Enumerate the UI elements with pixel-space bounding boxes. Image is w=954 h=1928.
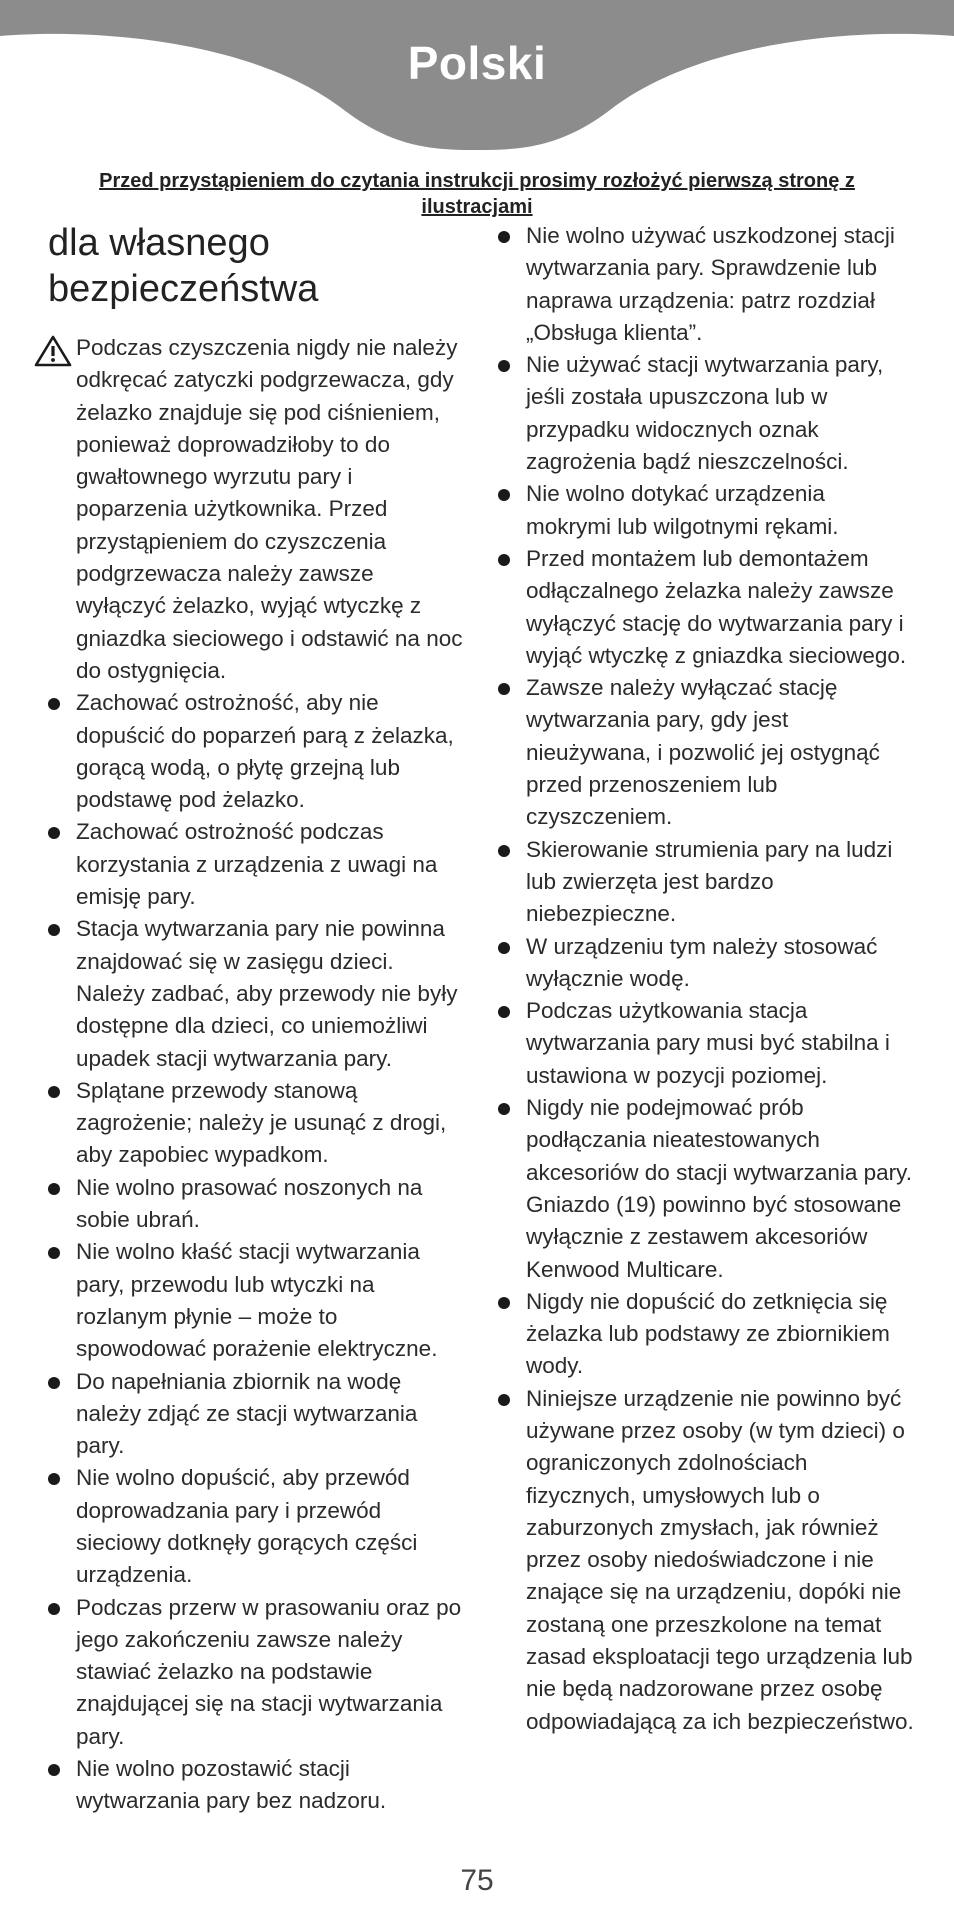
safety-item-text: Podczas czyszczenia nigdy nie należy odkręcać zatyczki podgrzewacza, gdy żelazko znajduje się pod ciśnieniem, ponieważ doprowadziłoby to do gwałtownego wyrzutu pary i poparzenia użytkownika. Przed przystąpieniem do czyszczenia podgrzewacza należy zawsze wyłączyć żelazko, wyjąć wtyczkę z gniazdka sieciowego i odstawić na noc do ostygnięcia. [76, 335, 463, 683]
left-column [46, 220, 466, 1818]
safety-item-text: Splątane przewody stanową zagrożenie; należy je usunąć z drogi, aby zapobiec wypadkom. [76, 1077, 447, 1168]
safety-item [46, 1462, 466, 1591]
safety-item-text: Zachować ostrożność, aby nie dopuścić do poparzeń parą z żelazka, gorącą wodą, o płytę grzejną lub podstawę pod żelazko. [76, 690, 454, 813]
safety-item-text: Nie wolno prasować noszonych na sobie ubrań. [76, 1174, 423, 1233]
safety-list-left [46, 332, 466, 1818]
safety-item [496, 478, 916, 543]
instruction-note: Przed przystąpieniem do czytania instrukcji prosimy rozłożyć pierwszą stronę z ilustracjami [99, 170, 855, 218]
bullet-icon [498, 360, 510, 372]
safety-item-text: Nigdy nie podejmować prób podłączania nieatestowanych akcesoriów do stacji wytwarzania pary. Gniazdo (19) powinno być stosowane wyłącznie z zestawem akcesoriów Kenwood Multicare. [526, 1095, 912, 1282]
bullet-icon [498, 489, 510, 501]
safety-item-text: Podczas przerw w prasowaniu oraz po jego zakończeniu zawsze należy stawiać żelazko na podstawie znajdującej się na stacji wytwarzania pary. [76, 1594, 462, 1749]
safety-item-text: Przed montażem lub demontażem odłączalnego żelazka należy zawsze wyłączyć stację do wytwarzania pary i wyjąć wtyczkę z gniazdka sieciowego. [526, 545, 907, 668]
safety-item [46, 913, 466, 1074]
safety-item [46, 1366, 466, 1463]
safety-item-text: Zachować ostrożność podczas korzystania z urządzenia z uwagi na emisję pary. [76, 819, 438, 910]
bullet-icon [48, 1764, 60, 1776]
safety-item [496, 672, 916, 833]
bullet-icon [498, 845, 510, 857]
safety-item-text: Skierowanie strumienia pary na ludzi lub zwierzęta jest bardzo niebezpieczne. [526, 836, 893, 927]
safety-item [496, 1383, 916, 1738]
bullet-icon [498, 942, 510, 954]
safety-item [46, 1172, 466, 1237]
safety-item [46, 1592, 466, 1753]
bullet-icon [48, 924, 60, 936]
safety-item [496, 349, 916, 478]
safety-list-right [496, 220, 916, 1738]
bullet-icon [48, 827, 60, 839]
safety-item-text: Niniejsze urządzenie nie powinno być używane przez osoby (w tym dzieci) o ograniczonych zdolnościach fizycznych, umysłowych lub o zaburzonych zmysłach, jak również przez osoby niedoświadczone i nie znające się na urządzeniu, dopóki nie zostaną one przeszkolone na temat zasad eksploatacji tego urządzenia lub nie będą nadzorowane przez osobę odpowiadającą za ich bezpieczeństwo. [526, 1385, 914, 1734]
safety-item [46, 332, 466, 687]
safety-item [496, 1092, 916, 1286]
bullet-icon [498, 1006, 510, 1018]
page-title: Polski [407, 37, 547, 89]
safety-item-text: Do napełniania zbiornik na wodę należy zdjąć ze stacji wytwarzania pary. [76, 1368, 418, 1459]
safety-item [46, 1753, 466, 1818]
page-number: 75 [460, 1864, 494, 1897]
bullet-icon [498, 554, 510, 566]
warning-triangle-icon [34, 335, 72, 367]
safety-item [46, 687, 466, 816]
safety-item [496, 543, 916, 672]
safety-item-text: Nie wolno kłaść stacji wytwarzania pary, przewodu lub wtyczki na rozlanym płynie – może to spowodować porażenie elektryczne. [76, 1239, 438, 1362]
safety-item-text: Podczas użytkowania stacja wytwarzania pary musi być stabilna i ustawiona w pozycji poziomej. [526, 998, 890, 1088]
bullet-icon [498, 231, 510, 243]
safety-item [46, 1075, 466, 1172]
bullet-icon [48, 1183, 60, 1195]
bullet-icon [498, 683, 510, 695]
safety-item-text: Nie wolno dotykać urządzenia mokrymi lub wilgotnymi rękami. [526, 481, 839, 539]
safety-item-text: Nigdy nie dopuścić do zetknięcia się żelazka lub podstawy ze zbiornikiem wody. [526, 1288, 890, 1379]
bullet-icon [48, 698, 60, 710]
right-column [496, 220, 916, 1738]
bullet-icon [48, 1086, 60, 1098]
safety-item-text: W urządzeniu tym należy stosować wyłącznie wodę. [526, 933, 878, 991]
safety-item [496, 931, 916, 996]
safety-item-text: Nie wolno pozostawić stacji wytwarzania pary bez nadzoru. [76, 1756, 387, 1814]
safety-item [46, 1236, 466, 1365]
bullet-icon [48, 1603, 60, 1615]
bullet-icon [48, 1377, 60, 1389]
safety-item [496, 995, 916, 1092]
bullet-icon [498, 1394, 510, 1406]
section-heading: dla własnego bezpieczeństwa [48, 222, 319, 310]
bullet-icon [48, 1473, 60, 1485]
safety-item [46, 816, 466, 913]
safety-item [496, 834, 916, 931]
safety-item-text: Nie używać stacji wytwarzania pary, jeśli została upuszczona lub w przypadku widocznych oznak zagrożenia bądź nieszczelności. [526, 352, 884, 475]
bullet-icon [498, 1103, 510, 1115]
safety-item-text: Zawsze należy wyłączać stację wytwarzania pary, gdy jest nieużywana, i pozwolić jej ostygnąć przed przenoszeniem lub czyszczeniem. [526, 675, 880, 830]
bullet-icon [498, 1297, 510, 1309]
safety-item [496, 1286, 916, 1383]
safety-item-text: Nie wolno dopuścić, aby przewód doprowadzania pary i przewód sieciowy dotknęły gorących części urządzenia. [76, 1465, 418, 1588]
safety-item [496, 220, 916, 349]
safety-item-text: Nie wolno używać uszkodzonej stacji wytwarzania pary. Sprawdzenie lub naprawa urządzenia: patrz rozdział „Obsługa klienta”. [526, 223, 895, 345]
safety-item-text: Stacja wytwarzania pary nie powinna znajdować się w zasięgu dzieci. Należy zadbać, aby przewody nie były dostępne dla dzieci, co uniemożliwi upadek stacji wytwarzania pary. [76, 916, 458, 1071]
bullet-icon [48, 1247, 60, 1259]
